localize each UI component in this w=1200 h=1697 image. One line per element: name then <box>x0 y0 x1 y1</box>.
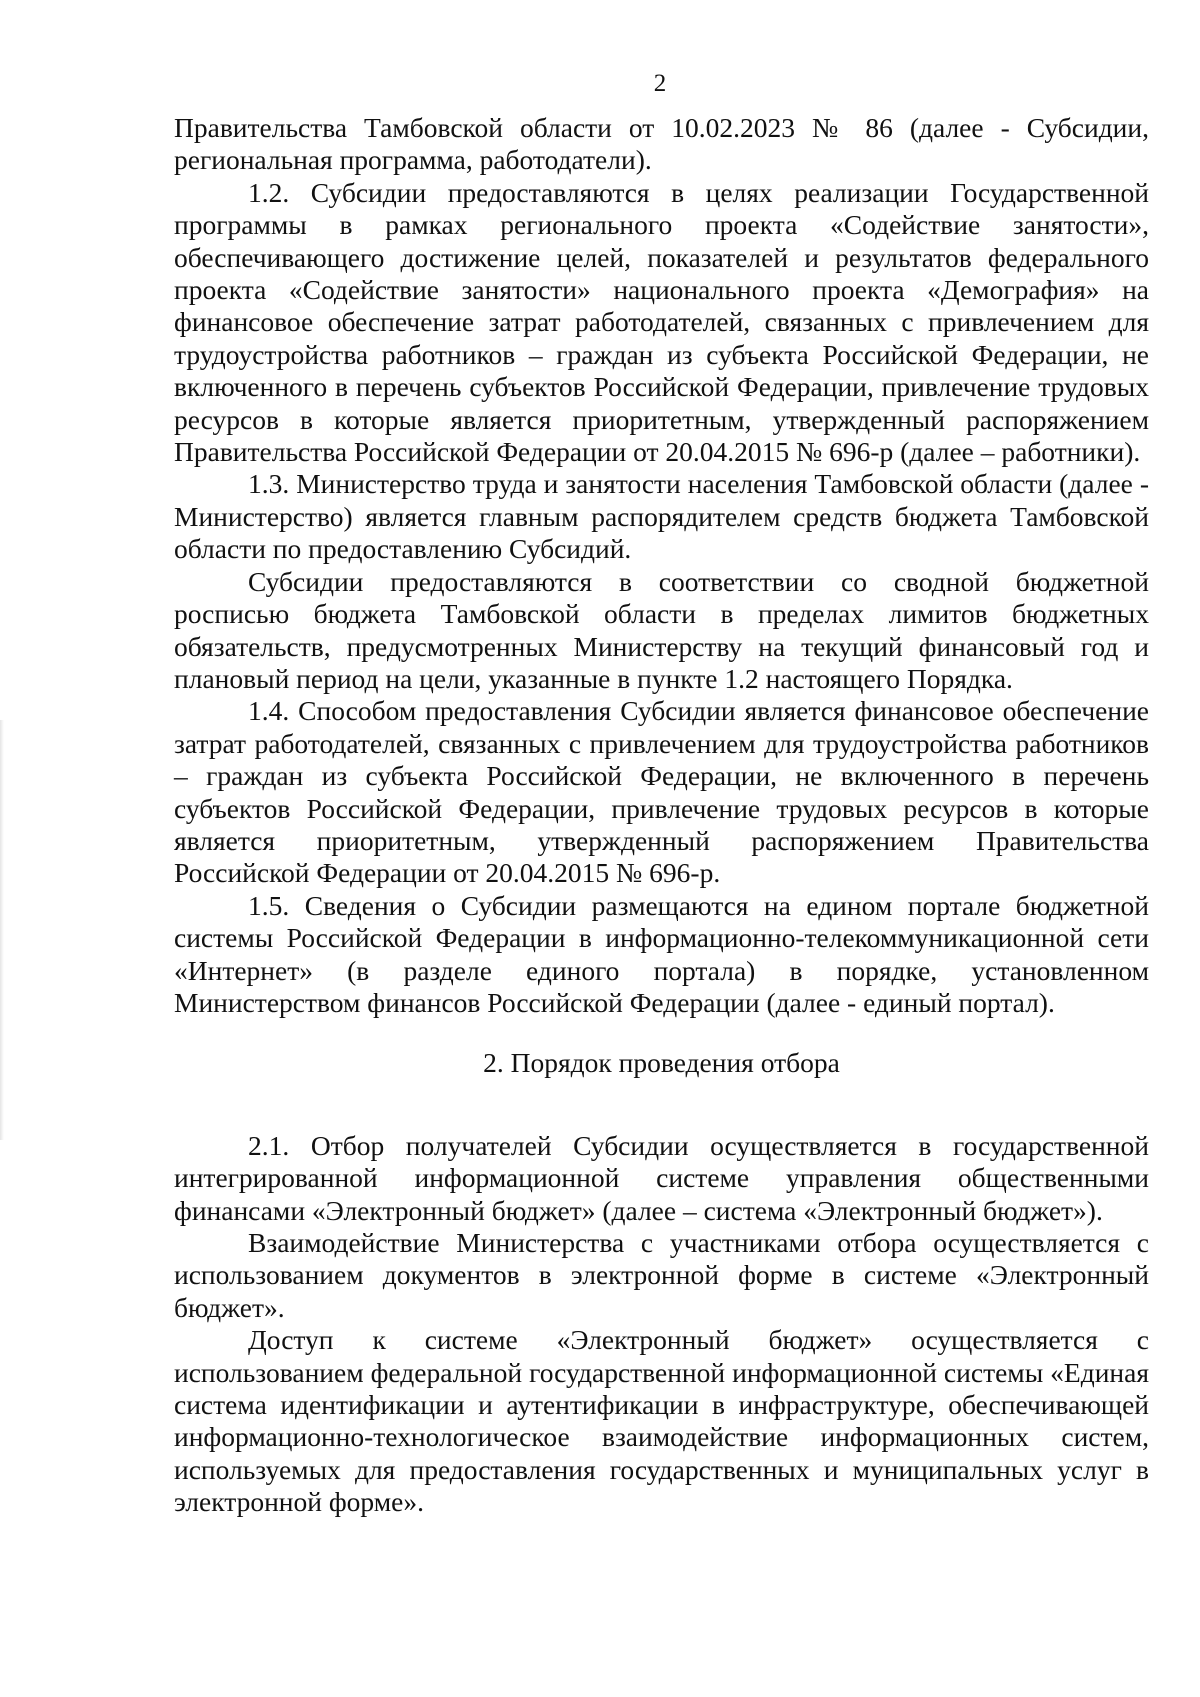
document-body <box>174 112 1149 1519</box>
scan-edge-shadow <box>0 720 4 1140</box>
paragraph-1-2: 1.2. Субсидии предоставляются в целях реализации Государственной программы в рамках регионального проекта «Содействие занятости», обеспечивающего достижение целей, показателей и результатов федерального проекта «Содействие занятости» национального проекта «Демография» на финансовое обеспечение затрат работодателей, связанных с привлечением для трудоустройства работников – граждан из субъекта Российской Федерации, не включенного в перечень субъектов Российской Федерации, привлечение трудовых ресурсов в которые является приоритетным, утвержденный распоряжением Правительства Российской Федерации от 20.04.2015 № 696-р (далее – работники). <box>174 176 1149 468</box>
paragraph-access: Доступ к системе «Электронный бюджет» осуществляется с использованием федеральной государственной информационной системы «Единая система идентификации и аутентификации в инфраструктуре, обеспечивающей информационно-технологическое взаимодействие информационных систем, используемых для предоставления государственных и муниципальных услуг в электронной форме». <box>174 1324 1149 1518</box>
paragraph-1-3: 1.3. Министерство труда и занятости населения Тамбовской области (далее - Министерство) является главным распорядителем средств бюджета Тамбовской области по предоставлению Субсидий. <box>174 468 1149 565</box>
paragraph-subsidies-budget: Субсидии предоставляются в соответствии со сводной бюджетной росписью бюджета Тамбовской области в пределах лимитов бюджетных обязательств, предусмотренных Министерству на текущий финансовый год и плановый период на цели, указанные в пункте 1.2 настоящего Порядка. <box>174 565 1149 694</box>
paragraph-interaction: Взаимодействие Министерства с участниками отбора осуществляется с использованием документов в электронной форме в системе «Электронный бюджет». <box>174 1227 1149 1323</box>
paragraph-2-1: 2.1. Отбор получателей Субсидии осуществляется в государственной интегрированной информационной системе управления общественными финансами «Электронный бюджет» (далее – система «Электронный бюджет»). <box>174 1129 1149 1226</box>
paragraph-continuation: Правительства Тамбовской области от 10.02.2023 № 86 (далее - Субсидии, региональная программа, работодатели). <box>174 112 1149 176</box>
paragraph-1-4: 1.4. Способом предоставления Субсидии является финансовое обеспечение затрат работодателей, связанных с привлечением для трудоустройства работников – граждан из субъекта Российской Федерации, не включенного в перечень субъектов Российской Федерации, привлечение трудовых ресурсов в которые является приоритетным, утвержденный распоряжением Правительства Российской Федерации от 20.04.2015 № 696-р. <box>174 695 1149 889</box>
page-number: 2 <box>653 70 667 97</box>
paragraph-1-5: 1.5. Сведения о Субсидии размещаются на едином портале бюджетной системы Российской Федерации в информационно-телекоммуникационной сети «Интернет» (в разделе единого портала) в порядке, установленном Министерством финансов Российской Федерации (далее - единый портал). <box>174 889 1149 1018</box>
section-2-heading: 2. Порядок проведения отбора <box>483 1047 840 1079</box>
